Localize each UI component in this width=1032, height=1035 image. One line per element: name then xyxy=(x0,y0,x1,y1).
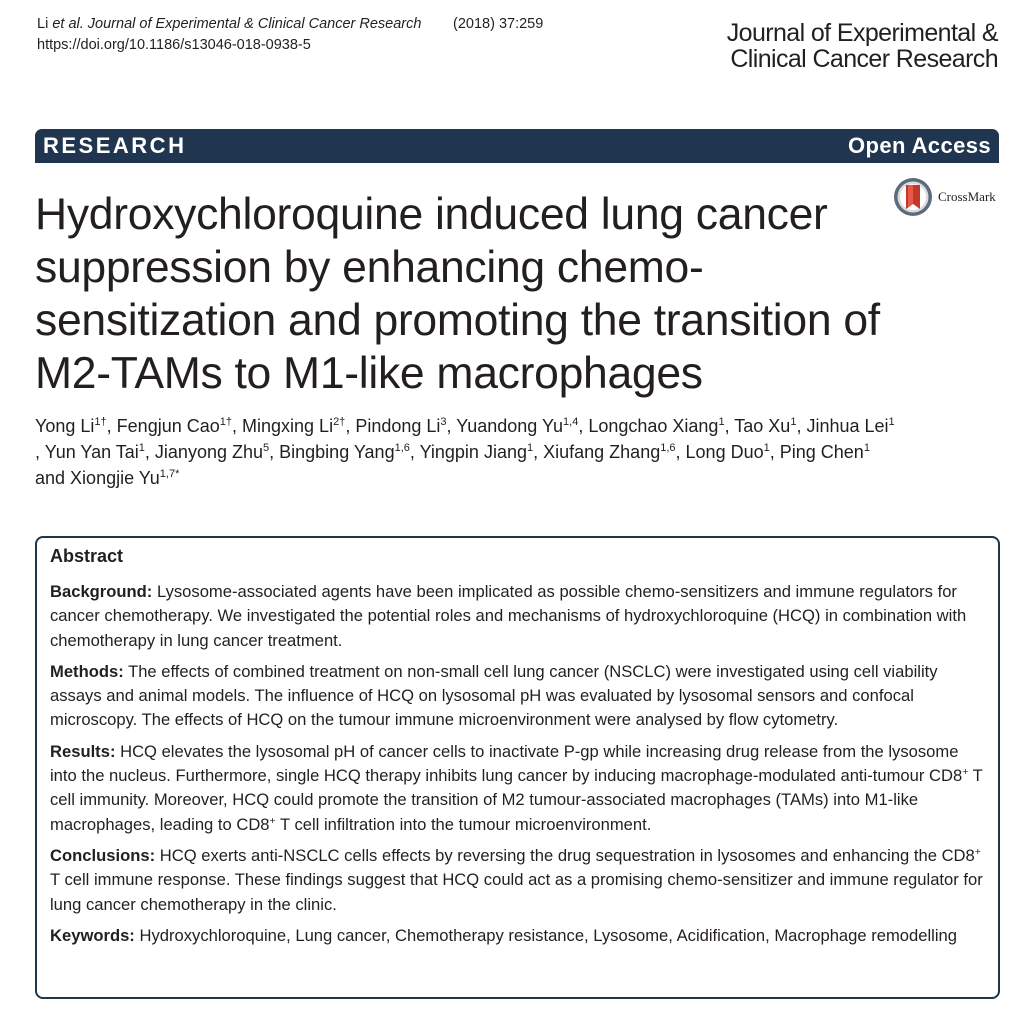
author-separator: , xyxy=(533,442,544,462)
author xyxy=(734,416,796,436)
author-separator: , xyxy=(409,442,420,462)
author-name: Yingpin Jiang xyxy=(419,442,527,462)
abstract-keywords xyxy=(50,924,985,948)
author-name: Fengjun Cao xyxy=(116,416,220,436)
abstract-methods xyxy=(50,660,985,733)
author-name: Xiongjie Yu xyxy=(70,468,160,488)
author-affiliation: 5 xyxy=(263,442,270,454)
author-name: Longchao Xiang xyxy=(588,416,719,436)
abstract-heading: Abstract xyxy=(50,546,124,566)
conclusions-sup-1: + xyxy=(974,845,981,858)
abstract-background xyxy=(50,580,985,653)
author xyxy=(686,442,770,462)
citation-year: (2018) 37:259 xyxy=(453,16,544,32)
conclusions-label: Conclusions: xyxy=(50,845,156,865)
author-separator: , xyxy=(35,442,45,462)
author-affiliation: 1 xyxy=(888,416,895,428)
author-separator: , xyxy=(232,416,243,436)
author-separator: , xyxy=(106,416,117,436)
keywords-text: Hydroxychloroquine, Lung cancer, Chemotherapy resistance, Lysosome, Acidification, Macrophage remodelling xyxy=(139,925,957,945)
abstract-box xyxy=(35,536,1000,999)
author xyxy=(806,416,894,436)
author-name: Bingbing Yang xyxy=(279,442,395,462)
author-affiliation: 1,6 xyxy=(394,442,410,454)
article-title: Hydroxychloroquine induced lung cancer suppression by enhancing chemo-sensitization and promoting the transition of M2-TAMs to M1-like macrophages xyxy=(35,190,880,398)
citation-authors: Li xyxy=(37,16,49,32)
journal-logo-line2: Clinical Cancer Research xyxy=(730,45,998,73)
author-affiliation: 1,4 xyxy=(563,416,579,428)
crossmark-label: CrossMark xyxy=(938,189,996,204)
author xyxy=(70,468,179,488)
author-separator: , xyxy=(446,416,457,436)
author xyxy=(543,442,675,462)
author xyxy=(456,416,578,436)
open-access-label: Open Access xyxy=(848,133,991,158)
author-separator: , xyxy=(578,416,589,436)
author xyxy=(588,416,724,436)
author-affiliation: 3 xyxy=(440,416,447,428)
author-name: Tao Xu xyxy=(734,416,791,436)
author-separator: , xyxy=(769,442,780,462)
author-name: Xiufang Zhang xyxy=(543,442,661,462)
author-separator: , xyxy=(144,442,155,462)
author-affiliation: 2† xyxy=(333,416,346,428)
author-name: Long Duo xyxy=(685,442,764,462)
background-text: Lysosome-associated agents have been implicated as possible chemo-sensitizers and immune regulators for cancer chemotherapy. We investigated the potential roles and mechanisms of hydroxychloroquine (HCQ) in combination with chemotherapy in lung cancer treatment. xyxy=(50,582,967,650)
results-text-1: HCQ elevates the lysosomal pH of cancer cells to inactivate P-gp while increasing drug release from the lysosome into the nucleus. Furthermore, single HCQ therapy inhibits lung cancer by inducing macrophage-modulated anti-tumour CD8 xyxy=(50,741,963,786)
conclusions-text-1: HCQ exerts anti-NSCLC cells effects by reversing the drug sequestration in lysosomes and enhancing the CD8 xyxy=(159,845,975,865)
abstract-conclusions xyxy=(50,844,985,917)
results-text-2: T cell immunity. Moreover, HCQ could promote the transition of M2 tumour-associated macrophages (TAMs) into M1-like macrophages, leading to CD8 xyxy=(50,766,983,834)
author xyxy=(355,416,446,436)
results-sup-2: + xyxy=(269,814,276,827)
author xyxy=(279,442,410,462)
crossmark-icon xyxy=(893,177,933,217)
doi-link[interactable]: https://doi.org/10.1186/s13046-018-0938-5 xyxy=(37,37,311,53)
results-sup-1: + xyxy=(962,766,969,779)
journal-logo xyxy=(727,20,998,72)
author-affiliation: 1 xyxy=(138,442,145,454)
author-affiliation: 1,6 xyxy=(660,442,676,454)
author-name: Jianyong Zhu xyxy=(154,442,263,462)
author-separator: and xyxy=(35,468,71,488)
author xyxy=(35,416,107,436)
author-affiliation: 1 xyxy=(790,416,797,428)
author-separator: , xyxy=(724,416,735,436)
author-separator: , xyxy=(796,416,807,436)
author-name: Yong Li xyxy=(35,416,95,436)
author-list xyxy=(35,413,995,491)
author xyxy=(45,442,145,462)
author-affiliation: 1,7* xyxy=(159,468,180,480)
methods-label: Methods: xyxy=(50,661,124,681)
author-name: Yuandong Yu xyxy=(456,416,564,436)
journal-logo-line1: Journal of Experimental & xyxy=(726,19,998,47)
section-label: RESEARCH xyxy=(43,133,187,158)
results-label: Results: xyxy=(50,741,116,761)
author-name: Mingxing Li xyxy=(242,416,334,436)
results-text-3: T cell infiltration into the tumour microenvironment. xyxy=(275,814,652,834)
author-affiliation: 1† xyxy=(219,416,232,428)
author xyxy=(780,442,870,462)
author xyxy=(155,442,269,462)
author xyxy=(117,416,232,436)
author-affiliation: 1† xyxy=(94,416,107,428)
author-affiliation: 1 xyxy=(763,442,770,454)
methods-text: The effects of combined treatment on non-small cell lung cancer (NSCLC) were investigated using cell viability assays and animal models. The influence of HCQ on lysosomal pH was evaluated by lysosomal sensors and confocal microscopy. The effects of HCQ on the tumour immune microenvironment were analysed by flow cytometry. xyxy=(50,661,938,730)
author-affiliation: 1 xyxy=(718,416,725,428)
author-separator: , xyxy=(345,416,356,436)
author-affiliation: 1 xyxy=(863,442,870,454)
running-header xyxy=(37,14,544,56)
keywords-label: Keywords: xyxy=(50,925,135,945)
author-separator: , xyxy=(269,442,280,462)
background-label: Background: xyxy=(50,582,153,601)
author-affiliation: 1 xyxy=(526,442,534,454)
abstract-results xyxy=(50,740,985,837)
section-banner xyxy=(35,129,999,163)
citation-journal: et al. Journal of Experimental & Clinical Cancer Research xyxy=(52,16,422,32)
author xyxy=(242,416,345,436)
author-separator: , xyxy=(675,442,686,462)
conclusions-text-2: T cell immune response. These findings suggest that HCQ could act as a promising chemo-sensitizer and immune regulator for lung cancer chemotherapy in the clinic. xyxy=(50,870,983,914)
citation-line xyxy=(37,14,544,35)
author-name: Pindong Li xyxy=(355,416,441,436)
crossmark-badge[interactable] xyxy=(893,177,996,217)
author-name: Jinhua Lei xyxy=(806,416,889,436)
author-name: Yun Yan Tai xyxy=(44,442,139,462)
author xyxy=(420,442,534,462)
author-name: Ping Chen xyxy=(779,442,864,462)
